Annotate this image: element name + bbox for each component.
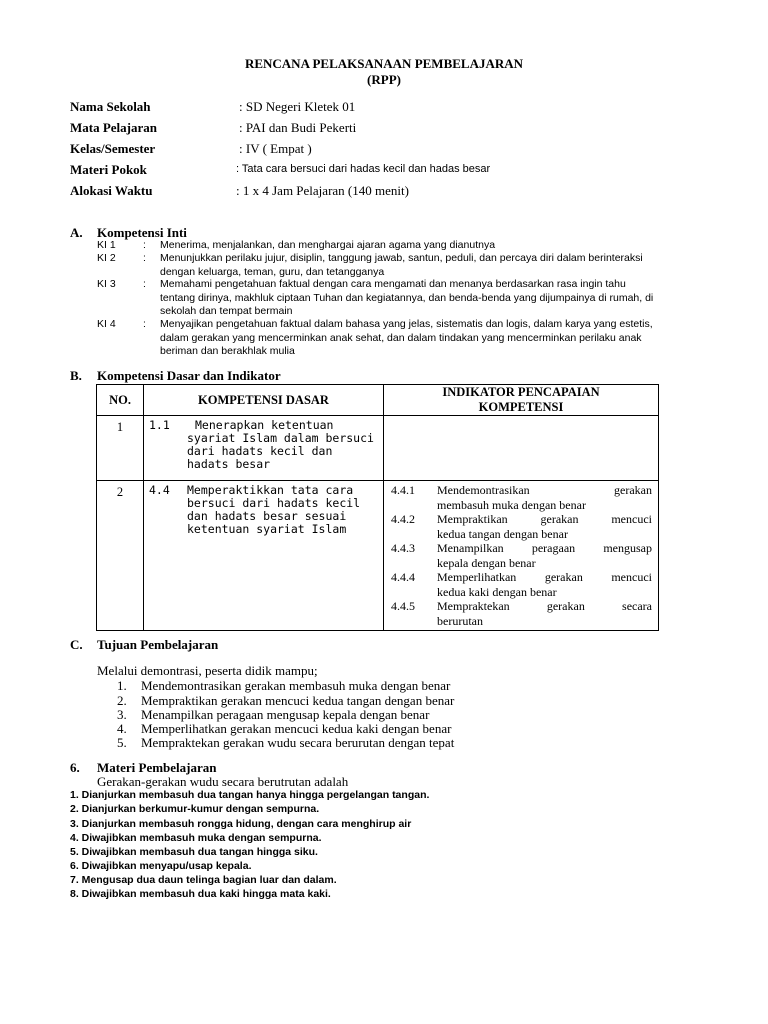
identity-label-school: Nama Sekolah xyxy=(70,99,151,114)
objective-number: 4. xyxy=(117,721,127,736)
ki-3-text xyxy=(160,278,700,319)
header-indicator-line: KOMPETENSI xyxy=(478,400,564,414)
identity-value-subject: : PAI dan Budi Pekerti xyxy=(239,120,357,135)
kd-code: 1.1 xyxy=(149,418,170,432)
indicator-line: Mendemontrasikan gerakan xyxy=(437,483,652,497)
section-6-title: Materi Pembelajaran xyxy=(97,760,217,775)
indicator-code: 4.4.3 xyxy=(391,541,415,555)
indicator-text xyxy=(437,599,652,628)
indicator-code: 4.4.5 xyxy=(391,599,415,613)
list-item: 2. Dianjurkan berkumur-kumur dengan sempurna. xyxy=(70,803,320,815)
indicator-text xyxy=(437,541,652,570)
section-c-title: Tujuan Pembelajaran xyxy=(97,637,219,652)
indicator-code: 4.4.4 xyxy=(391,570,415,584)
section-b-title: Kompetensi Dasar dan Indikator xyxy=(97,368,281,383)
ki-3-line: Memahami pengetahuan faktual dengan cara mengamati dan menanya berdasarkan rasa ingin tahu xyxy=(160,278,626,290)
identity-label-time: Alokasi Waktu xyxy=(70,183,153,198)
list-item: 4. Diwajibkan membasuh muka dengan sempurna. xyxy=(70,832,322,844)
kd-line: hadats besar xyxy=(187,457,271,471)
ki-2-line: Menunjukkan perilaku jujur, disiplin, tanggung jawab, santun, peduli, dan percaya diri dalam berinteraksi xyxy=(160,252,643,264)
identity-label-subject: Mata Pelajaran xyxy=(70,120,158,135)
ki-1-line: Menerima, menjalankan, dan menghargai ajaran agama yang dianutnya xyxy=(160,239,496,251)
ki-4-line: beriman dan berakhlak mulia xyxy=(160,345,295,357)
table-row xyxy=(97,416,659,481)
indicator-line: membasuh muka dengan benar xyxy=(437,497,586,512)
objective-number: 3. xyxy=(117,707,127,722)
kd-cell xyxy=(144,481,384,631)
header-indicator-line: INDIKATOR PENCAPAIAN xyxy=(442,385,600,399)
objective-text: Menampilkan peragaan mengusap kepala dengan benar xyxy=(141,707,430,722)
objective-text: Mendemontrasikan gerakan membasuh muka dengan benar xyxy=(141,678,451,693)
document-title: RENCANA PELAKSANAAN PEMBELAJARAN xyxy=(244,56,524,71)
objective-text: Mempraktekan gerakan wudu secara berurutan dengan tepat xyxy=(141,735,455,750)
kd-line: Menerapkan ketentuan xyxy=(195,418,334,432)
competency-table xyxy=(96,384,659,631)
objectives-intro: Melalui demontrasi, peserta didik mampu; xyxy=(97,663,318,678)
identity-value-topic: : Tata cara bersuci dari hadas kecil dan hadas besar xyxy=(236,163,491,175)
ki-1-text xyxy=(160,239,700,253)
kd-line: syariat Islam dalam bersuci xyxy=(187,431,374,445)
list-item: 1. Dianjurkan membasuh dua tangan hanya hingga pergelangan tangan. xyxy=(70,789,430,801)
identity-label-topic: Materi Pokok xyxy=(70,162,147,177)
row-number: 1 xyxy=(97,416,144,481)
section-b-number: B. xyxy=(70,368,82,383)
section-6-number: 6. xyxy=(70,760,80,775)
indicator-line: Memperlihatkan gerakan mencuci xyxy=(437,570,652,584)
section-a-title: Kompetensi Inti xyxy=(97,225,187,240)
kd-cell xyxy=(144,416,384,481)
header-indicator xyxy=(384,385,659,416)
indicator-text xyxy=(437,570,652,599)
list-item: 8. Diwajibkan membasuh dua kaki hingga mata kaki. xyxy=(70,888,331,900)
indicator-line: kedua kaki dengan benar xyxy=(437,584,557,599)
indicator-line: Mempraktekan gerakan secara xyxy=(437,599,652,613)
objective-text: Memperlihatkan gerakan mencuci kedua kaki dengan benar xyxy=(141,721,452,736)
indicator-line: kepala dengan benar xyxy=(437,555,536,570)
indicator-item xyxy=(391,512,652,541)
kd-line: bersuci dari hadats kecil xyxy=(187,496,361,510)
ki-3-line: sekolah dan tempat bermain xyxy=(160,305,293,317)
kd-code: 4.4 xyxy=(149,483,170,497)
ki-2-code: KI 2 xyxy=(97,252,116,264)
objective-text: Mempraktikan gerakan mencuci kedua tangan dengan benar xyxy=(141,693,455,708)
ki-4-line: Menyajikan pengetahuan faktual dalam bahasa yang jelas, sistematis dan logis, dalam karya yang estetis, xyxy=(160,318,653,330)
list-item: 6. Diwajibkan menyapu/usap kepala. xyxy=(70,860,252,872)
ki-2-line: dengan keluarga, teman, guru, dan tetangganya xyxy=(160,265,385,278)
kd-line: Memperaktikkan tata cara xyxy=(187,483,354,497)
indicator-line: Menampilkan peragaan mengusap xyxy=(437,541,652,555)
ki-4-text xyxy=(160,318,700,359)
indicator-code: 4.4.1 xyxy=(391,483,415,497)
indicator-item xyxy=(391,483,652,512)
indicator-line: Mempraktikan gerakan mencuci xyxy=(437,512,652,526)
ki-4-code: KI 4 xyxy=(97,318,116,330)
identity-label-class: Kelas/Semester xyxy=(70,141,156,156)
indicator-item xyxy=(391,570,652,599)
ki-4-colon: : xyxy=(143,318,146,330)
table-row xyxy=(97,481,659,631)
objective-number: 5. xyxy=(117,735,127,750)
list-item: 5. Diwajibkan membasuh dua tangan hingga siku. xyxy=(70,846,318,858)
indicator-line: kedua tangan dengan benar xyxy=(437,526,568,541)
kd-line: dan hadats besar sesuai xyxy=(187,509,347,523)
section-c-number: C. xyxy=(70,637,83,652)
objective-number: 1. xyxy=(117,678,127,693)
ki-1-code: KI 1 xyxy=(97,239,116,251)
section-a-number: A. xyxy=(70,225,83,240)
materials-intro: Gerakan-gerakan wudu secara berutrutan adalah xyxy=(97,774,349,789)
identity-value-class: : IV ( Empat ) xyxy=(239,141,312,156)
ki-1-colon: : xyxy=(143,239,146,251)
indicator-item xyxy=(391,599,652,628)
ki-3-colon: : xyxy=(143,278,146,290)
indicator-code: 4.4.2 xyxy=(391,512,415,526)
ki-2-text xyxy=(160,252,700,279)
document-subtitle: (RPP) xyxy=(367,72,401,87)
header-kd: KOMPETENSI DASAR xyxy=(144,385,384,416)
ki-3-code: KI 3 xyxy=(97,278,116,290)
table-header-row xyxy=(97,385,659,416)
identity-value-school: : SD Negeri Kletek 01 xyxy=(239,99,356,114)
ki-3-line: tentang dirinya, makhluk ciptaan Tuhan dan kegiatannya, dan benda-benda yang dijumpainya di rumah, di xyxy=(160,291,654,304)
indicator-text xyxy=(437,512,652,541)
list-item: 7. Mengusap dua daun telinga bagian luar dan dalam. xyxy=(70,874,337,886)
ki-2-colon: : xyxy=(143,252,146,264)
indicator-cell xyxy=(384,481,659,631)
indicator-text xyxy=(437,483,652,512)
identity-value-time: : 1 x 4 Jam Pelajaran (140 menit) xyxy=(236,183,409,198)
objective-number: 2. xyxy=(117,693,127,708)
kd-line: dari hadats kecil dan xyxy=(187,444,333,458)
indicator-item xyxy=(391,541,652,570)
indicator-cell xyxy=(384,416,659,481)
row-number: 2 xyxy=(97,481,144,631)
ki-4-line: dalam gerakan yang mencerminkan anak sehat, dan dalam tindakan yang mencerminkan perilaku anak xyxy=(160,331,642,344)
indicator-line: berurutan xyxy=(437,613,483,628)
header-no: NO. xyxy=(97,385,144,416)
kd-line: ketentuan syariat Islam xyxy=(187,522,347,536)
list-item: 3. Dianjurkan membasuh rongga hidung, dengan cara menghirup air xyxy=(70,818,412,830)
